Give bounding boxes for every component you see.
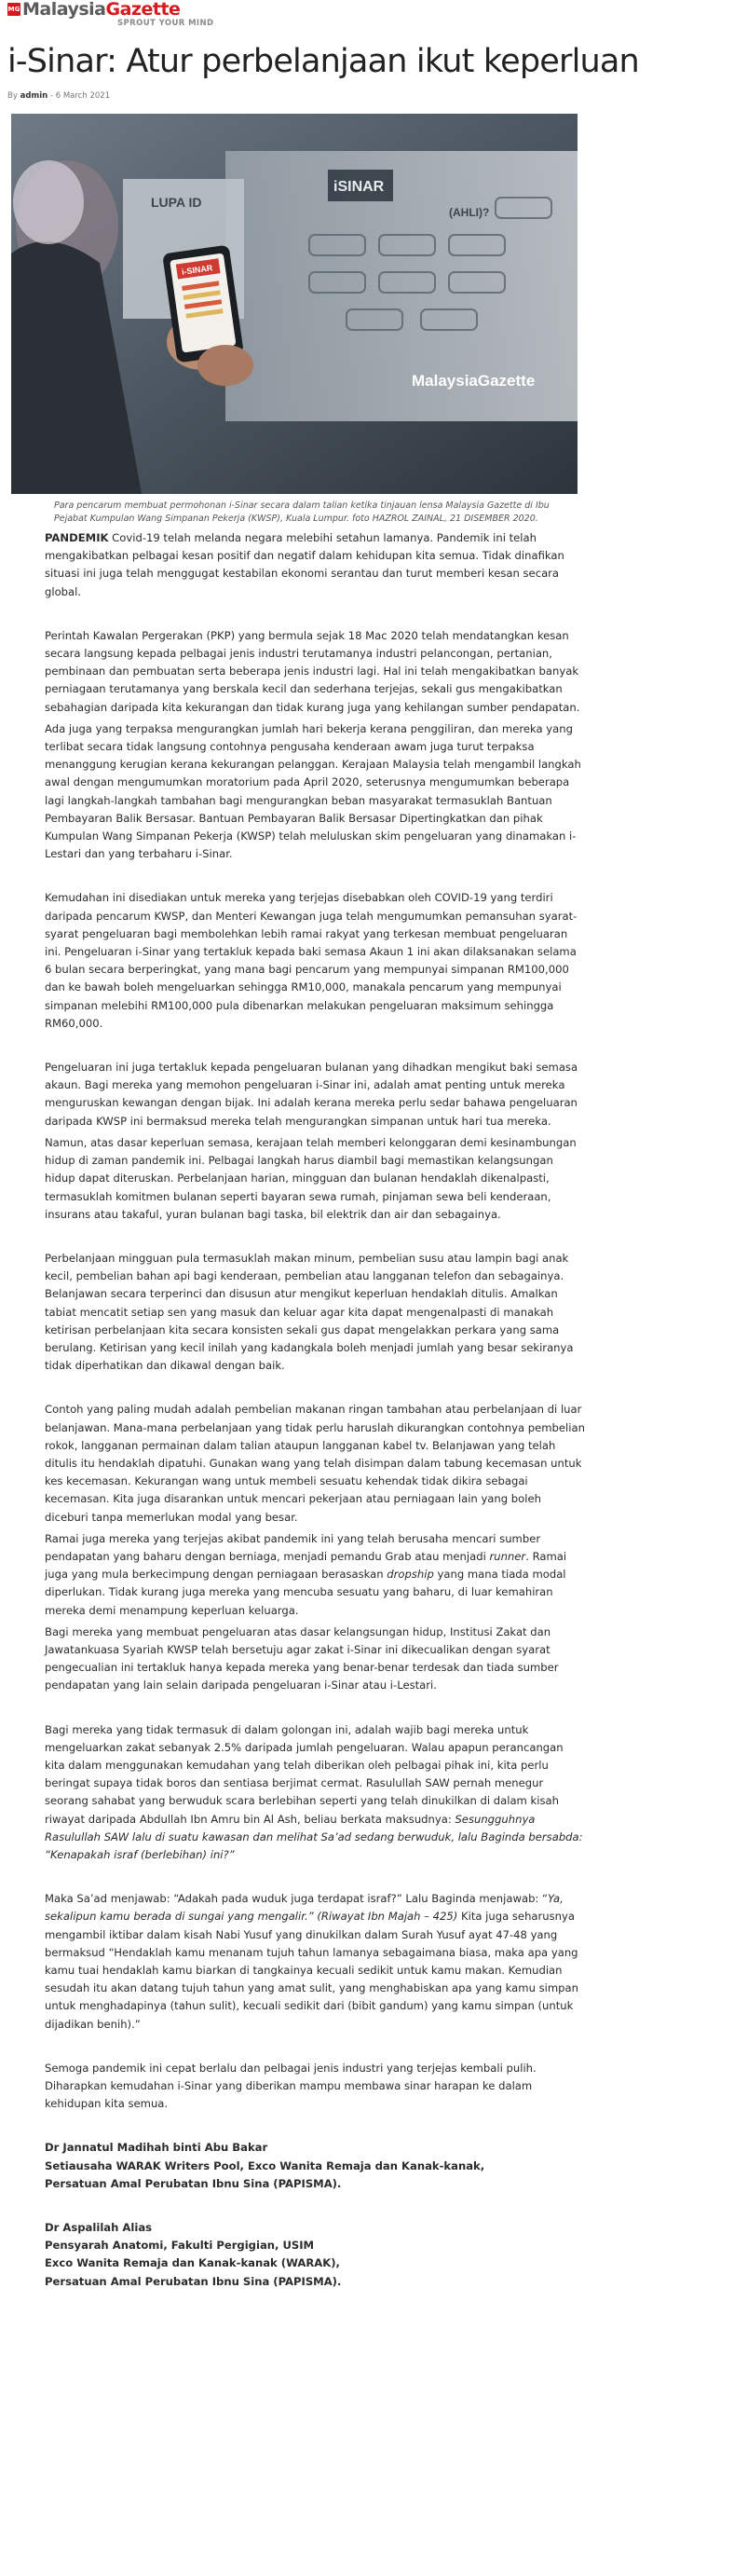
paragraph-12 (45, 1890, 585, 2034)
paragraph-1 (45, 529, 585, 601)
logo-tagline: SPROUT YOUR MIND (117, 19, 214, 28)
publish-date: 6 March 2021 (55, 91, 111, 101)
signature-2-org: Persatuan Amal Perubatan Ibnu Sina (PAPISMA). (45, 2274, 342, 2288)
paragraph-9-text-c: yang mana tiada modal diperlukan. Tidak kurang juga mereka yang mencuba sesuatu yang baharu, di luar kemahiran mereka demi menampung keperluan keluarga. (45, 1568, 566, 1617)
emphasis-dropship: dropship (387, 1568, 434, 1582)
paragraph-10: Bagi mereka yang membuat pengeluaran atas dasar kelangsungan hidup, Institusi Zakat dan Jawatankuasa Syariah KWSP telah bersetuju agar zakat i-Sinar ini dikecualikan dengan syarat pengecualian ini tertakluk hanya kepada mereka yang benar-benar terdesak dan tiada sumber pendapatan yang lain selain daripada pengeluaran i-Sinar atau i-Lestari. (45, 1624, 559, 1692)
hadith-quote: Sesungguhnya Rasulullah SAW lalu di suatu kawasan dan melihat Sa’ad sedang berwuduk, lalu Baginda bersabda: “Kenapakah israf (berlebihan) ini?” (45, 1812, 583, 1861)
sign-text-isinar: iSINAR (333, 179, 385, 195)
paragraph-12-text-b: Kita juga seharusnya mengambil iktibar dalam kisah Nabi Yusuf yang dinukilkan dalam Surah Yusuf ayat 47-48 yang bermaksud “Hendaklah kamu menanam tujuh tahun lamanya sebagaimana biasa, maka apa yang kamu tuai hendaklah kamu biarkan di tangkainya kecuali sedikit untuk kamu makan. Kemudian sesudah itu akan datang tujuh tahun yang amat sulit, yang menghabiskan apa yang kamu simpan untuk menghadapinya (tahun sulit), kecuali sedikit dari (bibit gandum) yang kamu simpan (untuk dijadikan benih).” (45, 1910, 578, 2031)
paragraph-3: Ada juga yang terpaksa mengurangkan jumlah hari bekerja kerana penggiliran, dan mereka yang terlibat secara tidak langsung contohnya pengusaha kenderaan awam juga turut terpaksa menanggung kerugian kerana kekurangan pelanggan. Kerajaan Malaysia telah mengambil langkah awal dengan mengumumkan moratorium pada April 2020, seterusnya mengumumkan beberapa lagi langkah-langkah tambahan bagi mengurangkan beban masyarakat termasuklah Bantuan Pembayaran Balik Bersasar. Bantuan Pembayaran Balik Bersasar Dipertingkatkan dan pihak Kumpulan Wang Simpanan Pekerja (KWSP) telah meluluskan skim pengeluaran yang dinamakan i-Lestari dan yang terbaharu i-Sinar. (45, 721, 581, 861)
logo-badge: MG (7, 3, 20, 16)
signature-1-name: Dr Jannatul Madihah binti Abu Bakar (45, 2141, 268, 2155)
signature-2-exco: Exco Wanita Remaja dan Kanak-kanak (WARAK), (45, 2256, 340, 2270)
paragraph-4: Kemudahan ini disediakan untuk mereka yang terjejas disebabkan oleh COVID-19 yang terdiri daripada pencarum KWSP, dan Menteri Kewangan juga telah mengumumkan pemansuhan syarat-syarat pengeluaran bagi membolehkan lebih ramai rakyat yang terkesan membuat pengeluaran ini. Pengeluaran i-Sinar yang tertakluk kepada baki semasa Akaun 1 ini akan dilaksanakan selama 6 bulan secara berperingkat, yang mana bagi pencarum yang mempunyai simpanan RM100,000 dan ke bawah boleh mengeluarkan sehingga RM10,000, manakala pencarum yang mempunyai simpanan melebihi RM100,000 pula dibenarkan melakukan pengeluaran maksimum sehingga RM60,000. (45, 891, 578, 1030)
author-signature-1 (45, 2139, 585, 2193)
image-caption: Para pencarum membuat permohonan i-Sinar secara dalam talian ketika tinjauan lensa Malaysia Gazette di Ibu Pejabat Kumpulan Wang Simpanan Pekerja (KWSP), Kuala Lumpur. foto HAZROL ZAINAL, 21 DISEMBER 2020. (54, 500, 550, 524)
paragraph-9 (45, 1530, 585, 1620)
phone-app-title: i-SINAR (181, 263, 213, 277)
author-link[interactable]: admin (20, 91, 48, 101)
signature-2-name: Dr Aspalilah Alias (45, 2221, 153, 2235)
hadith-reply-quote: Ya, sekalipun kamu berada di sungai yang mengalir.” (Riwayat Ibn Majah – 425) (45, 1892, 564, 1924)
signature-2-title: Pensyarah Anatomi, Fakulti Pergigian, USIM (45, 2239, 315, 2253)
hero-image (11, 114, 578, 494)
emphasis-runner: runner (489, 1549, 526, 1563)
author-signature-2 (45, 2219, 585, 2291)
paragraph-9-text-b: . Ramai juga yang mula berkecimpung dengan perniagaan berasaskan (45, 1549, 567, 1582)
byline-separator: - (49, 91, 54, 101)
signature-1-title: Setiausaha WARAK Writers Pool, Exco Wanita Remaja dan Kanak-kanak, (45, 2158, 485, 2172)
hero-photo (11, 114, 578, 494)
paragraph-12-text-a: Maka Sa’ad menjawab: “Adakah pada wuduk juga terdapat israf?” Lalu Baginda menjawab: “ (45, 1892, 549, 1906)
photo-watermark: MalaysiaGazette (412, 372, 536, 390)
byline (7, 91, 110, 101)
article-title: i-Sinar: Atur perbelanjaan ikut keperluan (7, 43, 639, 80)
logo-text-malaysia: Malaysia (22, 0, 106, 20)
site-header (7, 0, 399, 37)
paragraph-1-text: Covid-19 telah melanda negara melebihi setahun lamanya. Pandemik ini telah mengakibatkan pelbagai kesan positif dan negatif dalam kehidupan kita semua. Tidak dinafikan situasi ini juga telah menggugat kestabilan ekonomi serantau dan turut memberi kesan secara global. (45, 531, 564, 598)
logo-text-gazette: Gazette (105, 0, 181, 20)
sign-text-ahli: (AHLI)? (449, 206, 490, 219)
byline-prefix: By (7, 91, 18, 101)
paragraph-11-text: Bagi mereka yang tidak termasuk di dalam golongan ini, adalah wajib bagi mereka untuk mengeluarkan zakat sebanyak 2.5% daripada jumlah pengeluaran. Walau apapun perancangan kita dalam menggunakan kemudahan yang telah diberikan oleh pelbagai pihak ini, kita perlu beringat supaya tidak boros dan sentiasa berjimat cermat. Rasulullah SAW pernah menegur seorang sahabat yang berwuduk scara berlebihan seperti yang telah dinukilkan di dalam kisah riwayat daripada Abdullah Ibn Amru bin Al Ash, beliau berkata maksudnya: (45, 1722, 564, 1826)
signature-1-org: Persatuan Amal Perubatan Ibnu Sina (PAPISMA). (45, 2176, 342, 2190)
lead-word: PANDEMIK (45, 531, 109, 544)
paragraph-7: Perbelanjaan mingguan pula termasuklah makan minum, pembelian susu atau lampin bagi anak kecil, pembelian bahan api bagi kenderaan, pembelian atau langganan telefon dan sebagainya. Belanjawan secara terperinci dan disusun atur mengikut keperluan hendaklah ditulis. Amalkan tabiat mencatit setiap sen yang masuk dan keluar agar kita dapat mengenalpasti di manakah ketirisan perbelanjaan kita secara konsisten sekali gus dapat mengelakkan perkara yang sama berulang. Ketirisan yang kecil inilah yang kadangkala boleh menjadi jumlah yang besar sekiranya tidak diperhatikan dan dikawal dengan baik. (45, 1251, 574, 1373)
paragraph-2: Perintah Kawalan Pergerakan (PKP) yang bermula sejak 18 Mac 2020 telah mendatangkan kesan secara langsung kepada pelbagai jenis industri terutamanya industri pelancongan, pertanian, pembinaan dan pembuatan serta beberapa jenis industri lagi. Hal ini telah mengakibatkan banyak perniagaan terutamanya yang berskala kecil dan sederhana terjejas, sekali gus mengakibatkan sebahagian daripada kita kekurangan dan tidak kurang juga yang kehilangan sumber pendapatan. (45, 628, 580, 714)
paragraph-8: Contoh yang paling mudah adalah pembelian makanan ringan tambahan atau perbelanjaan di luar belanjawan. Mana-mana perbelanjaan yang tidak perlu haruslah dikurangkan contohnya pembelian rokok, langganan permainan dalam talian ataupun langganan kabel tv. Belanjawan yang telah ditulis itu hendaklah dipatuhi. Gunakan wang yang telah disimpan dalam tabung kecemasan untuk kes kecemasan. Kekurangan wang untuk membeli sesuatu kehendak tidak dikira sebagai kecemasan. Kita juga disarankan untuk mencari pekerjaan atau perniagaan lain yang boleh diceburi tanpa memerlukan modal yang besar. (45, 1403, 585, 1524)
paragraph-5: Pengeluaran ini juga tertakluk kepada pengeluaran bulanan yang dihadkan mengikut baki semasa akaun. Bagi mereka yang memohon pengeluaran i-Sinar ini, adalah amat penting untuk mereka menguruskan kewangan dengan bijak. Ini adalah kerana mereka perlu sedar bahawa pengeluaran daripada KWSP ini bermaksud mereka telah mengurangkan simpanan untuk hari tua mereka. (45, 1061, 578, 1128)
paragraph-6: Namun, atas dasar keperluan semasa, kerajaan telah memberi kelonggaran demi kesinambungan hidup di zaman pandemik ini. Pelbagai langkah harus diambil bagi memastikan kelangsungan hidup dapat diteruskan. Perbelanjaan harian, mingguan dan bulanan hendaklah dikenalpasti, termasuklah komitmen bulanan seperti bayaran sewa rumah, pinjaman sewa beli kenderaan, insurans atau takaful, yuran bulanan bagi taska, bil elektrik dan air dan sebagainya. (45, 1135, 577, 1221)
article-body (45, 529, 585, 2302)
sign-text-lupa-id: LUPA ID (151, 195, 202, 210)
paragraph-13: Semoga pandemik ini cepat berlalu dan pelbagai jenis industri yang terjejas kembali pulih. Diharapkan kemudahan i-Sinar yang diberikan mampu membawa sinar harapan ke dalam kehidupan kita semua. (45, 2061, 537, 2111)
paragraph-9-text-a: Ramai juga mereka yang terjejas akibat pandemik ini yang telah berusaha mencari sumber pendapatan yang baharu dengan berniaga, menjadi pemandu Grab atau menjadi (45, 1531, 541, 1563)
site-logo[interactable] (7, 0, 399, 19)
paragraph-11 (45, 1721, 585, 1865)
